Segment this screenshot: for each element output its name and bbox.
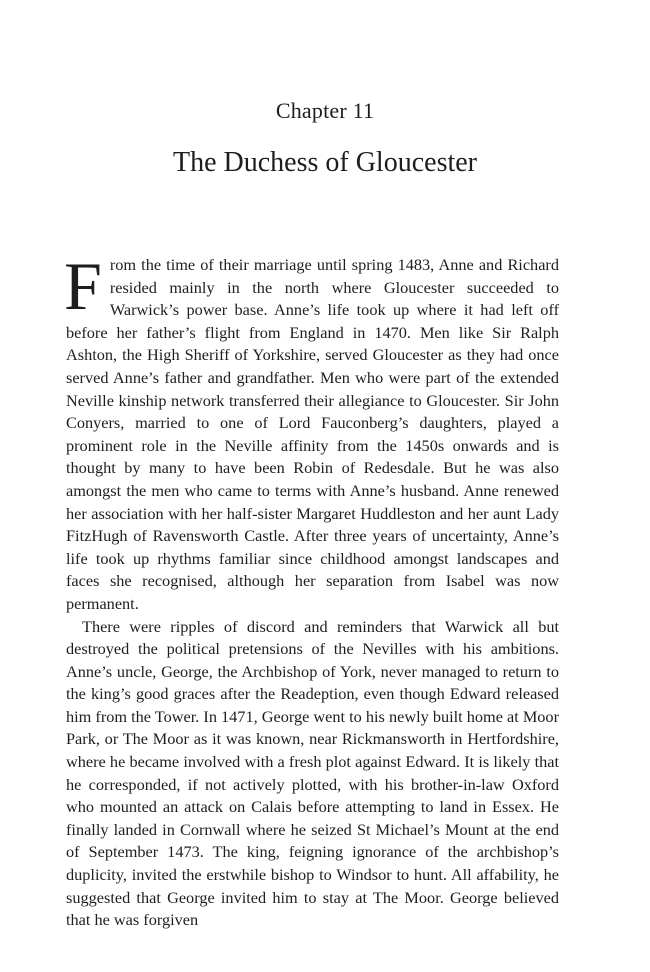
body-text	[64, 248, 559, 932]
chapter-number: Chapter 11	[275, 98, 375, 123]
paragraph-1-text: rom the time of their marriage until spring 1483, Anne and Richard resided mainly in the north where Gloucester succeeded to Warwick’s power base. Anne’s life took up where it had left off before her father’s flight from England in 1470. Men like Sir Ralph Ashton, the High Sheriff of Yorkshire, served Gloucester as they had once served Anne’s father and grandfather. Men who were part of the extended Neville kinship network transferred their allegiance to Gloucester. Sir John Conyers, married to one of Lord Fauconberg’s daughters, played a prominent role in the Neville affinity from the 1450s onwards and is thought by many to have been Robin of Redesdale. But he was also amongst the men who came to terms with Anne’s husband. Anne renewed her association with her half-sister Margaret Huddleston and her aunt Lady FitzHugh of Ravensworth Castle. After three years of uncertainty, Anne’s life took up rhythms familiar since childhood amongst landscapes and faces she recognised, although her separation from Isabel was now permanent.	[66, 255, 559, 613]
paragraph-1	[64, 248, 559, 616]
drop-cap: F	[64, 248, 102, 324]
paragraph-2: There were ripples of discord and reminders that Warwick all but destroyed the political pretensions of the Nevilles with his ambitions. Anne’s uncle, George, the Archbishop of York, never managed to return to the king’s good graces after the Readeption, even though Edward released him from the Tower. In 1471, George went to his newly built home at Moor Park, or The Moor as it was known, near Rickmansworth in Hertfordshire, where he became involved with a fresh plot against Edward. It is likely that he corresponded, if not actively plotted, with his brother-in-law Oxford who mounted an attack on Calais before attempting to land in Essex. He finally landed in Cornwall where he seized St Michael’s Mount at the end of September 1473. The king, feigning ignorance of the archbishop’s duplicity, invited the erstwhile bishop to Windsor to hunt. All affability, he suggested that George invited him to stay at The Moor. George believed that he was forgiven	[66, 616, 559, 930]
chapter-title: The Duchess of Gloucester	[172, 147, 477, 178]
